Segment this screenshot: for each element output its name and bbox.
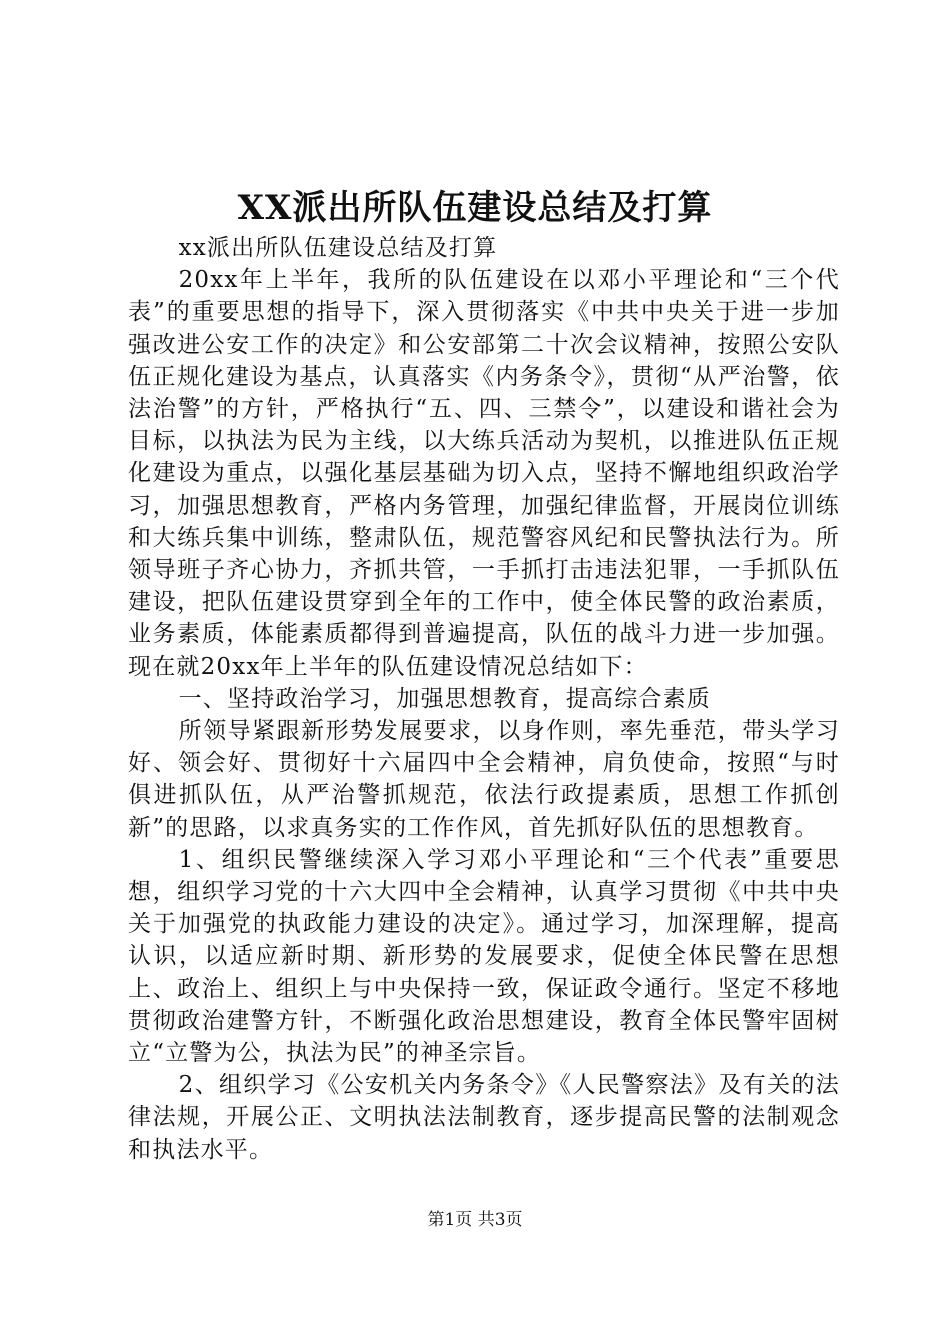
body-paragraph: 所领导紧跟新形势发展要求，以身作则，率先垂范，带头学习好、领会好、贯彻好十六届四中全会精神，肩负使命，按照“与时俱进抓队伍，从严治警抓规范，依法行政提素质，思想工作抓创新”的思路，以求真务实的工作作风，首先抓好队伍的思想教育。 [128,718,840,841]
numbered-paragraph: 1、组织民警继续深入学习邓小平理论和“三个代表”重要思想，组织学习党的十六大四中全会精神，认真学习贯彻《中共中央关于加强党的执政能力建设的决定》。通过学习，加深理解，提高认识，以适应新时期、新形势的发展要求，促使全体民警在思想上、政治上、组织上与中央保持一致，保证政令通行。坚定不移地贯彻政治建警方针，不断强化政治思想建设，教育全体民警牢固树立“立警为公，执法为民”的神圣宗旨。 [128,846,840,1067]
document-body [128,232,840,1166]
numbered-paragraph: 2、组织学习《公安机关内务条令》《人民警察法》及有关的法律法规，开展公正、文明执法法制教育，逐步提高民警的法制观念和执法水平。 [128,1072,840,1163]
section-heading: 一、坚持政治学习，加强思想教育，提高综合素质 [178,685,711,712]
subtitle-paragraph: xx派出所队伍建设总结及打算 [178,235,498,261]
intro-paragraph: 20xx年上半年，我所的队伍建设在以邓小平理论和“三个代表”的重要思想的指导下，深入贯彻落实《中共中央关于进一步加强改进公安工作的决定》和公安部第二十次会议精神，按照公安队伍正规化建设为基点，认真落实《内务条令》，贯彻“从严治警，依法治警”的方针，严格执行“五、四、三禁令”，以建设和谐社会为目标，以执法为民为主线，以大练兵活动为契机，以推进队伍正规化建设为重点，以强化基层基础为切入点，坚持不懈地组织政治学习，加强思想教育，严格内务管理，加强纪律监督，开展岗位训练和大练兵集中训练，整肃队伍，规范警容风纪和民警执法行为。所领导班子齐心协力，齐抓共管，一手抓打击违法犯罪，一手抓队伍建设，把队伍建设贯穿到全年的工作中，使全体民警的政治素质，业务素质，体能素质都得到普遍提高，队伍的战斗力进一步加强。现在就20xx年上半年的队伍建设情况总结如下： [128,267,840,680]
document-title: XX派出所队伍建设总结及打算 [237,188,713,228]
page-footer: 第1页 共3页 [427,1210,523,1230]
